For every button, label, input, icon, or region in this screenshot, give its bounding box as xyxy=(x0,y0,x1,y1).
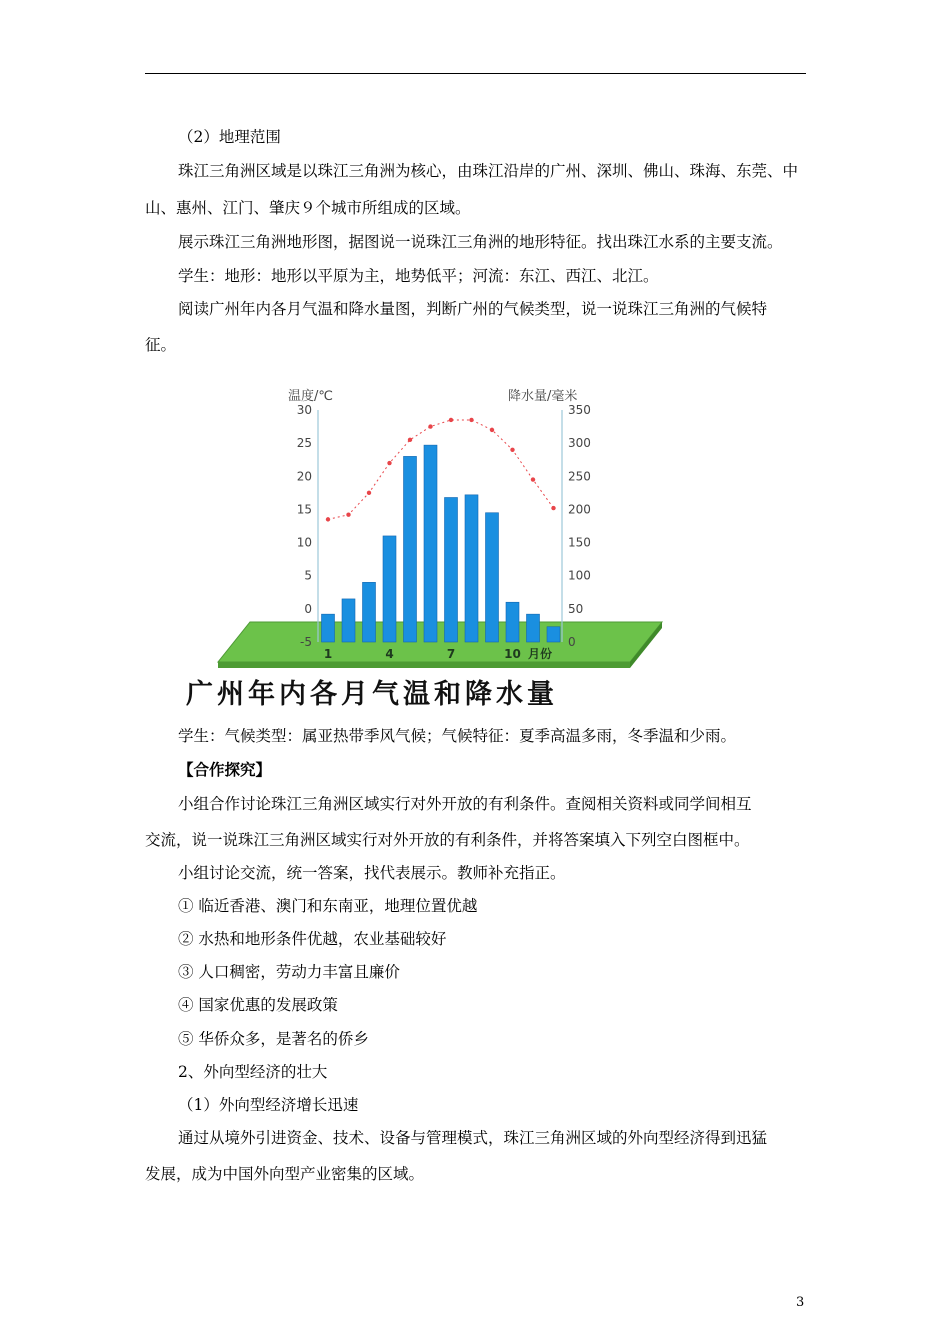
precipitation-tick-label: 300 xyxy=(568,436,591,451)
subsection-heading: （1）外向型经济增长迅速 xyxy=(178,1096,359,1114)
paragraph-line: 山、惠州、江门、肇庆９个城市所组成的区域。 xyxy=(145,199,471,217)
paragraph-line: 通过从境外引进资金、技术、设备与管理模式，珠江三角洲区域的外向型经济得到迅猛 xyxy=(178,1129,768,1147)
list-item: ④ 国家优惠的发展政策 xyxy=(178,996,338,1014)
precipitation-tick-label: 350 xyxy=(568,403,591,417)
climate-chart xyxy=(190,384,670,669)
temperature-point xyxy=(367,491,371,495)
paragraph-line: 珠江三角洲区域是以珠江三角洲为核心，由珠江沿岸的广州、深圳、佛山、珠海、东莞、中 xyxy=(178,162,799,180)
precipitation-bar xyxy=(363,582,376,642)
month-tick-label: 4 xyxy=(385,647,394,661)
paragraph-line: 小组合作讨论珠江三角洲区域实行对外开放的有利条件。查阅相关资料或同学间相互 xyxy=(178,795,752,813)
paragraph-line: 阅读广州年内各月气温和降水量图，判断广州的气候类型，说一说珠江三角洲的气候特 xyxy=(178,300,768,318)
temperature-point xyxy=(408,438,412,442)
temperature-curve xyxy=(328,420,554,519)
chart-title: 广州年内各月气温和降水量 xyxy=(186,679,558,710)
temperature-point xyxy=(490,428,494,432)
paragraph-line: 学生：地形：地形以平原为主，地势低平；河流：东江、西江、北江。 xyxy=(178,267,659,285)
month-tick-label: 1 xyxy=(323,647,333,661)
precipitation-tick-label: 50 xyxy=(568,601,584,616)
cooperative-inquiry-heading: 【合作探究】 xyxy=(178,760,272,779)
precipitation-axis-label: 降水量/毫米 xyxy=(508,389,578,404)
subheading-geographic-scope: （2）地理范围 xyxy=(178,128,281,146)
ground-edge xyxy=(218,662,630,668)
temperature-point xyxy=(551,506,555,510)
precipitation-bars xyxy=(322,445,561,642)
temperature-point xyxy=(510,448,514,452)
temperature-point xyxy=(449,418,453,422)
section-heading: 2、外向型经济的壮大 xyxy=(178,1063,328,1081)
list-item: ① 临近香港、澳门和东南亚，地理位置优越 xyxy=(178,897,478,915)
temperature-tick-label: 10 xyxy=(296,535,312,550)
temperature-tick-label: 0 xyxy=(304,601,312,616)
header-rule xyxy=(145,73,806,74)
temperature-tick-label: 15 xyxy=(296,502,312,517)
precipitation-bar xyxy=(527,614,540,642)
precipitation-tick-label: 150 xyxy=(568,535,591,550)
temperature-point xyxy=(346,513,350,517)
precipitation-bar xyxy=(424,445,437,642)
temperature-line xyxy=(326,418,556,522)
page-number: 3 xyxy=(796,1295,805,1310)
temperature-axis-label: 温度/℃ xyxy=(288,389,333,404)
paragraph-line: 发展，成为中国外向型产业密集的区域。 xyxy=(145,1165,425,1183)
precipitation-bar xyxy=(342,599,355,642)
paragraph-line: 征。 xyxy=(145,336,177,354)
month-tick-label: 7 xyxy=(446,647,456,661)
precipitation-bar xyxy=(322,614,335,642)
month-axis-label: 月份 xyxy=(527,647,553,661)
precipitation-bar xyxy=(404,456,417,642)
month-tick-label: 10 xyxy=(504,647,521,661)
list-item: ⑤ 华侨众多，是著名的侨乡 xyxy=(178,1030,369,1048)
precipitation-bar xyxy=(547,627,560,642)
precipitation-bar xyxy=(465,495,478,642)
temperature-point xyxy=(428,424,432,428)
precipitation-bar xyxy=(506,602,519,642)
paragraph-line: 小组讨论交流，统一答案，找代表展示。教师补充指正。 xyxy=(178,864,566,882)
temperature-point xyxy=(531,477,535,481)
temperature-point xyxy=(387,461,391,465)
temperature-tick-label: 5 xyxy=(304,568,312,583)
temperature-tick-label: -5 xyxy=(300,635,312,649)
paragraph-line: 学生：气候类型：属亚热带季风气候；气候特征：夏季高温多雨，冬季温和少雨。 xyxy=(178,727,737,745)
precipitation-tick-label: 250 xyxy=(568,469,591,484)
precipitation-bar xyxy=(445,497,458,642)
precipitation-tick-label: 100 xyxy=(568,568,591,583)
precipitation-tick-label: 0 xyxy=(568,635,576,649)
paragraph-line: 展示珠江三角洲地形图，据图说一说珠江三角洲的地形特征。找出珠江水系的主要支流。 xyxy=(178,233,783,251)
ground-slab xyxy=(218,622,662,662)
precipitation-bar xyxy=(486,513,499,642)
list-item: ③ 人口稠密，劳动力丰富且廉价 xyxy=(178,963,400,981)
temperature-tick-label: 25 xyxy=(296,436,312,451)
temperature-tick-label: 20 xyxy=(296,469,312,484)
list-item: ② 水热和地形条件优越，农业基础较好 xyxy=(178,930,447,948)
temperature-point xyxy=(326,517,330,521)
chart-ground xyxy=(218,622,662,668)
precipitation-tick-label: 200 xyxy=(568,502,591,517)
precipitation-bar xyxy=(383,536,396,642)
temperature-tick-label: 30 xyxy=(296,403,312,417)
temperature-point xyxy=(469,418,473,422)
paragraph-line: 交流，说一说珠江三角洲区域实行对外开放的有利条件，并将答案填入下列空白图框中。 xyxy=(145,831,750,849)
